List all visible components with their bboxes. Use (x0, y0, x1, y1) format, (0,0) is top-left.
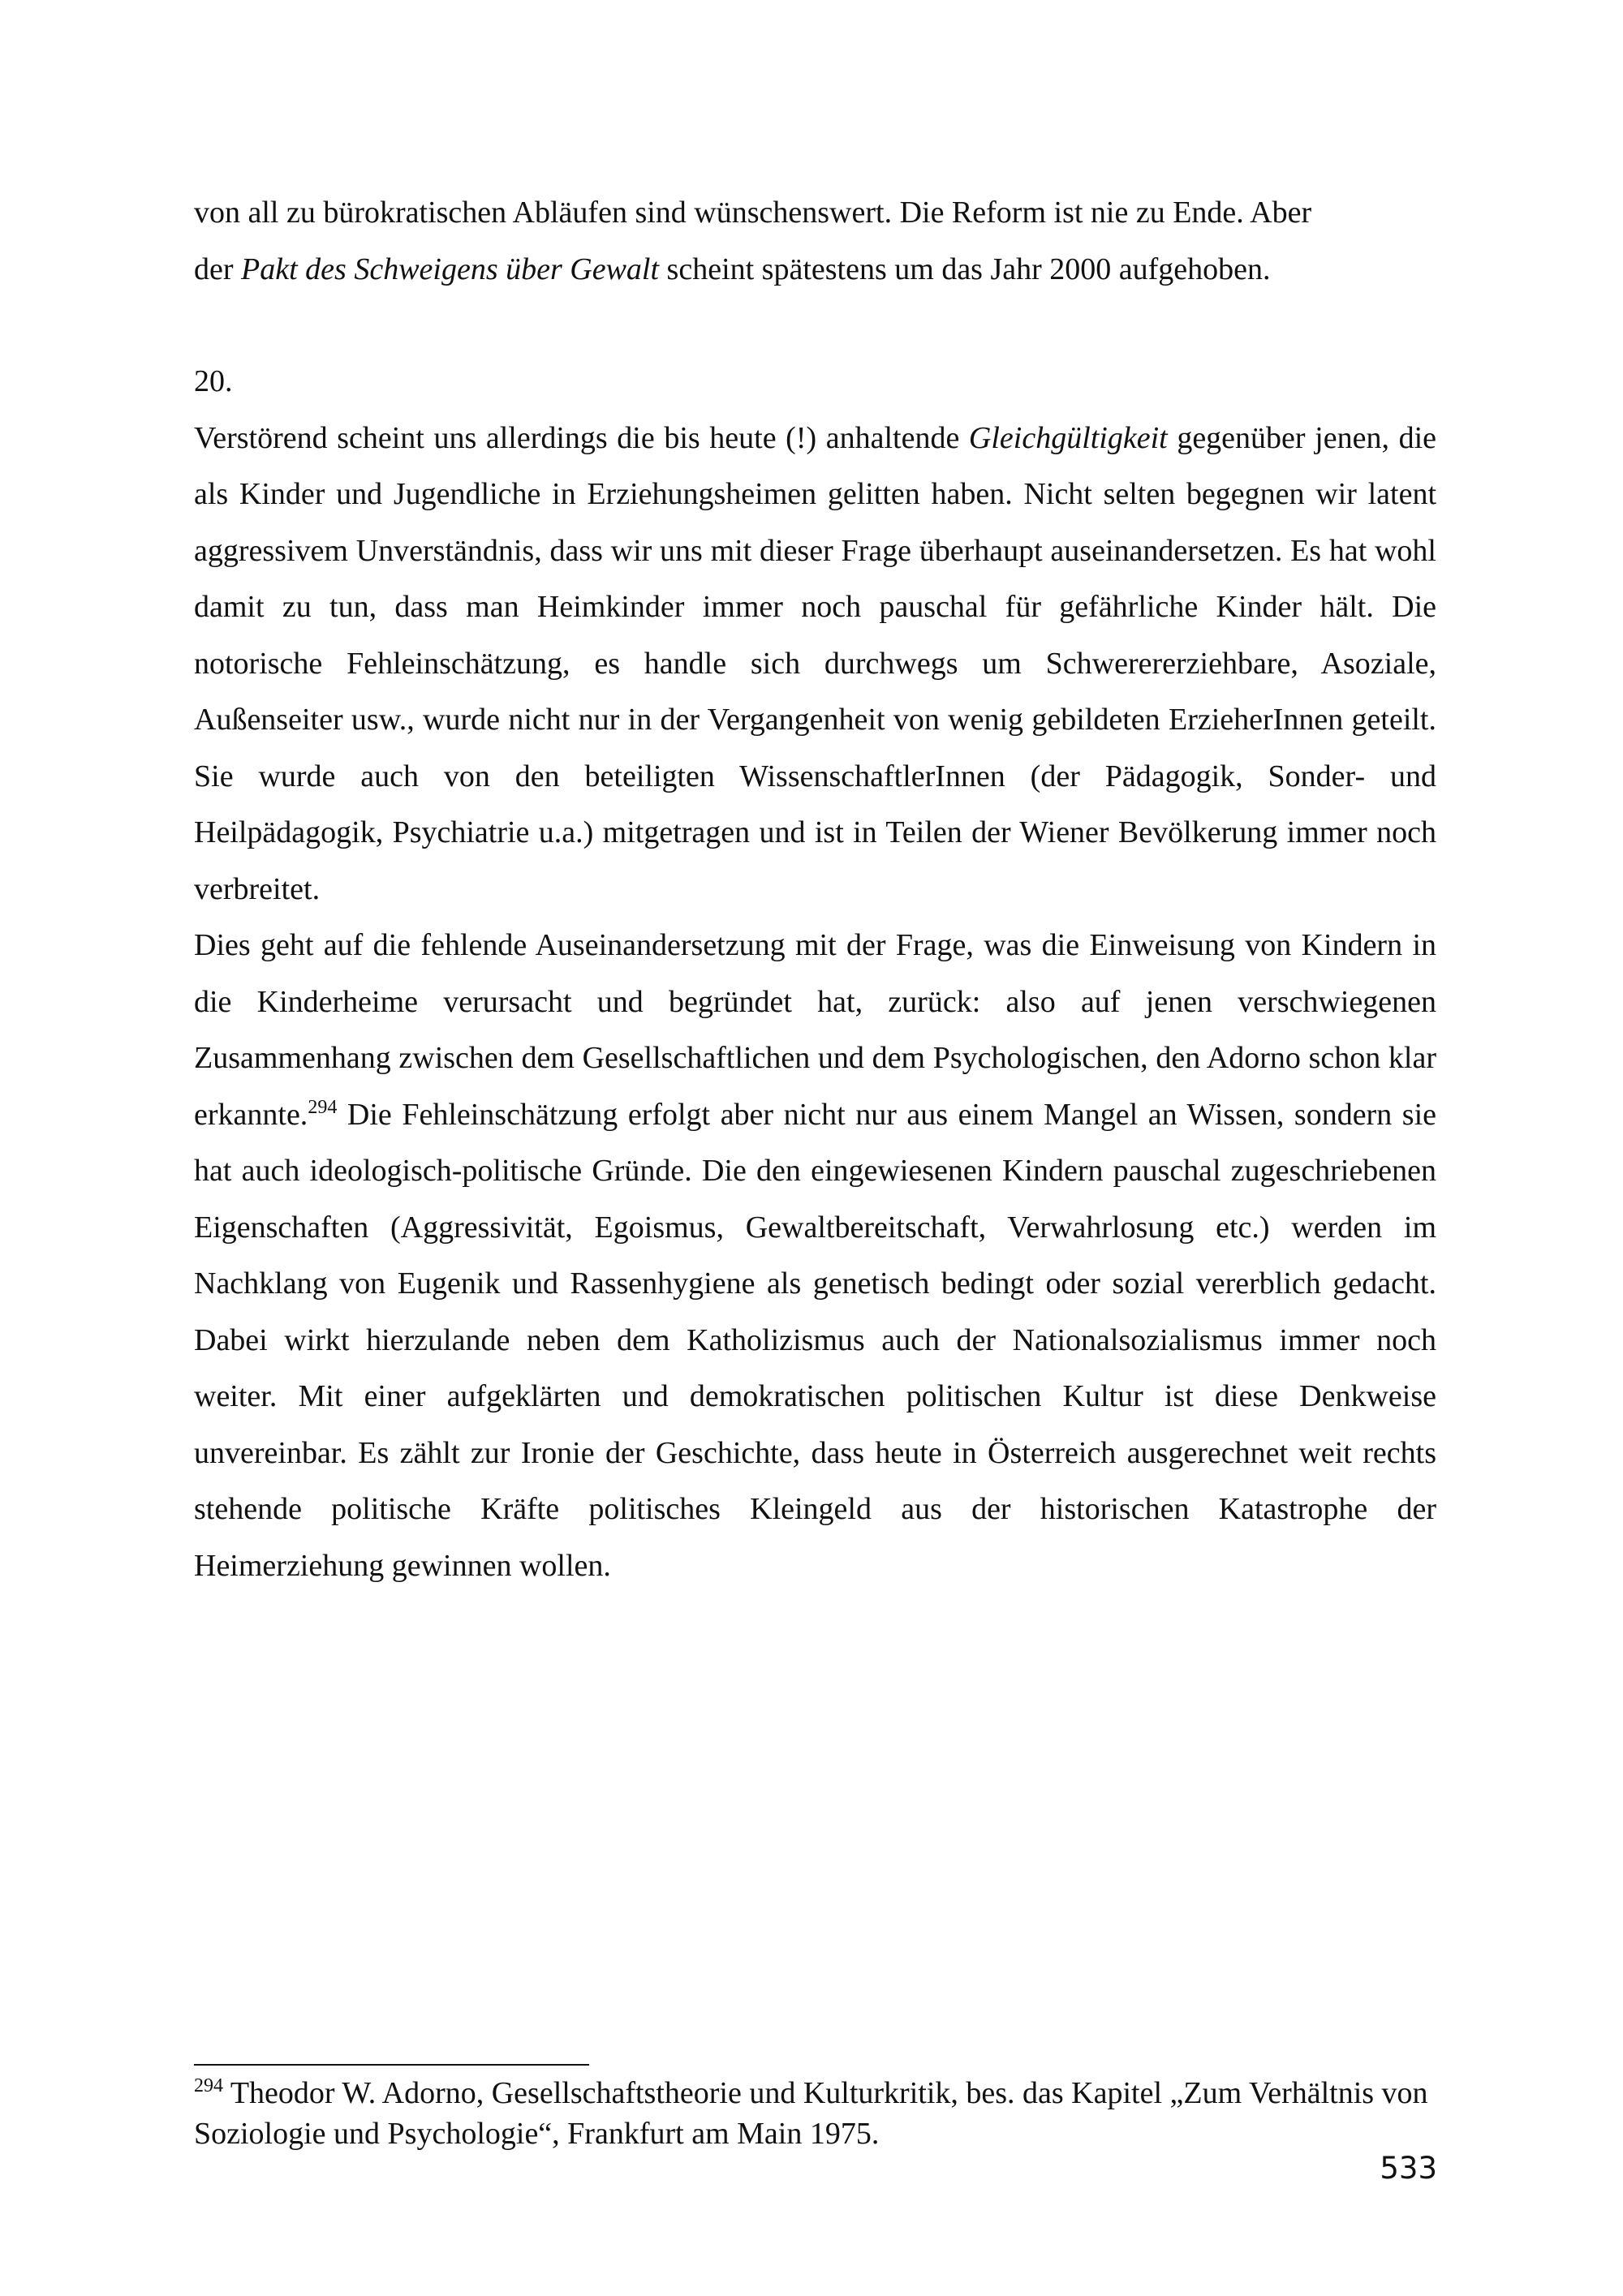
emphasis: Gleichgültigkeit (968, 420, 1168, 455)
text-line: von all zu bürokratischen Abläufen sind wünschenswert. Die Reform ist nie zu Ende. Aber (194, 196, 1312, 230)
page-number: 533 (1380, 2151, 1437, 2186)
text: der (194, 252, 242, 286)
footnote (194, 2073, 1436, 2154)
paragraph-continued (194, 185, 1436, 298)
paragraph (194, 185, 1436, 298)
footnote-number: 294 (194, 2075, 223, 2096)
footnote-separator (194, 2064, 589, 2066)
emphasis: Pakt des Schweigens über Gewalt (241, 252, 660, 286)
footnote-text: Theodor W. Adorno, Gesellschaftstheorie und Kulturkritik, bes. das Kapitel „Zum Verhältnis von Soziologie und Psychologie“, Frankfurt am Main 1975. (194, 2076, 1428, 2151)
text: gegenüber jenen, die als Kinder und Jugendliche in Erziehungsheimen gelitten haben. Nicht selten begegnen wir latent aggressivem Unverständnis, dass wir uns mit dieser Frage überhaupt auseinandersetzen. Es hat wohl damit zu tun, dass man Heimkinder immer noch pauschal für gefährliche Kinder hält. Die notorische Fehleinschätzung, es handle sich durchwegs um Schwerererziehbare, Asoziale, Außenseiter usw., wurde nicht nur in der Vergangenheit von wenig gebildeten ErzieherInnen geteilt. Sie wurde auch von den beteiligten WissenschaftlerInnen (der Pädagogik, Sonder- und Heilpädagogik, Psychiatrie u.a.) mitgetragen und ist in Teilen der Wiener Bevölkerung immer noch verbreitet. (194, 420, 1436, 906)
text: scheint spätestens um das Jahr 2000 aufgehoben. (659, 252, 1271, 286)
section-20 (194, 354, 1436, 1594)
text: Dies geht auf die fehlende Auseinandersetzung mit der Frage, was die Einweisung von Kindern in die Kinderheime verursacht und begründet hat, zurück: also auf jenen verschwiegenen Zusammenhang zwischen dem Gesellschaftlichen und dem Psychologischen, den Adorno schon klar erkannte. (194, 928, 1436, 1132)
paragraph (194, 411, 1436, 918)
text: Die Fehleinschätzung erfolgt aber nicht nur aus einem Mangel an Wissen, sondern sie hat auch ideologisch-politische Gründe. Die den eingewiesenen Kindern pauschal zugeschriebenen Eigenschaften (Aggressivität, Egoismus, Gewaltbereitschaft, Verwahrlosung etc.) werden im Nachklang von Eugenik und Rassenhygiene als genetisch bedingt oder sozial vererblich gedacht. Dabei wirkt hierzulande neben dem Katholizismus auch der Nationalsozialismus immer noch weiter. Mit einer aufgeklärten und demokratischen politischen Kultur ist diese Denkweise unvereinbar. Es zählt zur Ironie der Geschichte, dass heute in Österreich ausgerechnet weit rechts stehende politische Kräfte politisches Kleingeld aus der historischen Katastrophe der Heimerziehung gewinnen wollen. (194, 1097, 1436, 1583)
section-number: 20. (194, 364, 233, 398)
text: Verstörend scheint uns allerdings die bis heute (!) anhaltende (194, 420, 969, 455)
footnote-reference[interactable]: 294 (308, 1096, 338, 1118)
paragraph (194, 918, 1436, 1594)
